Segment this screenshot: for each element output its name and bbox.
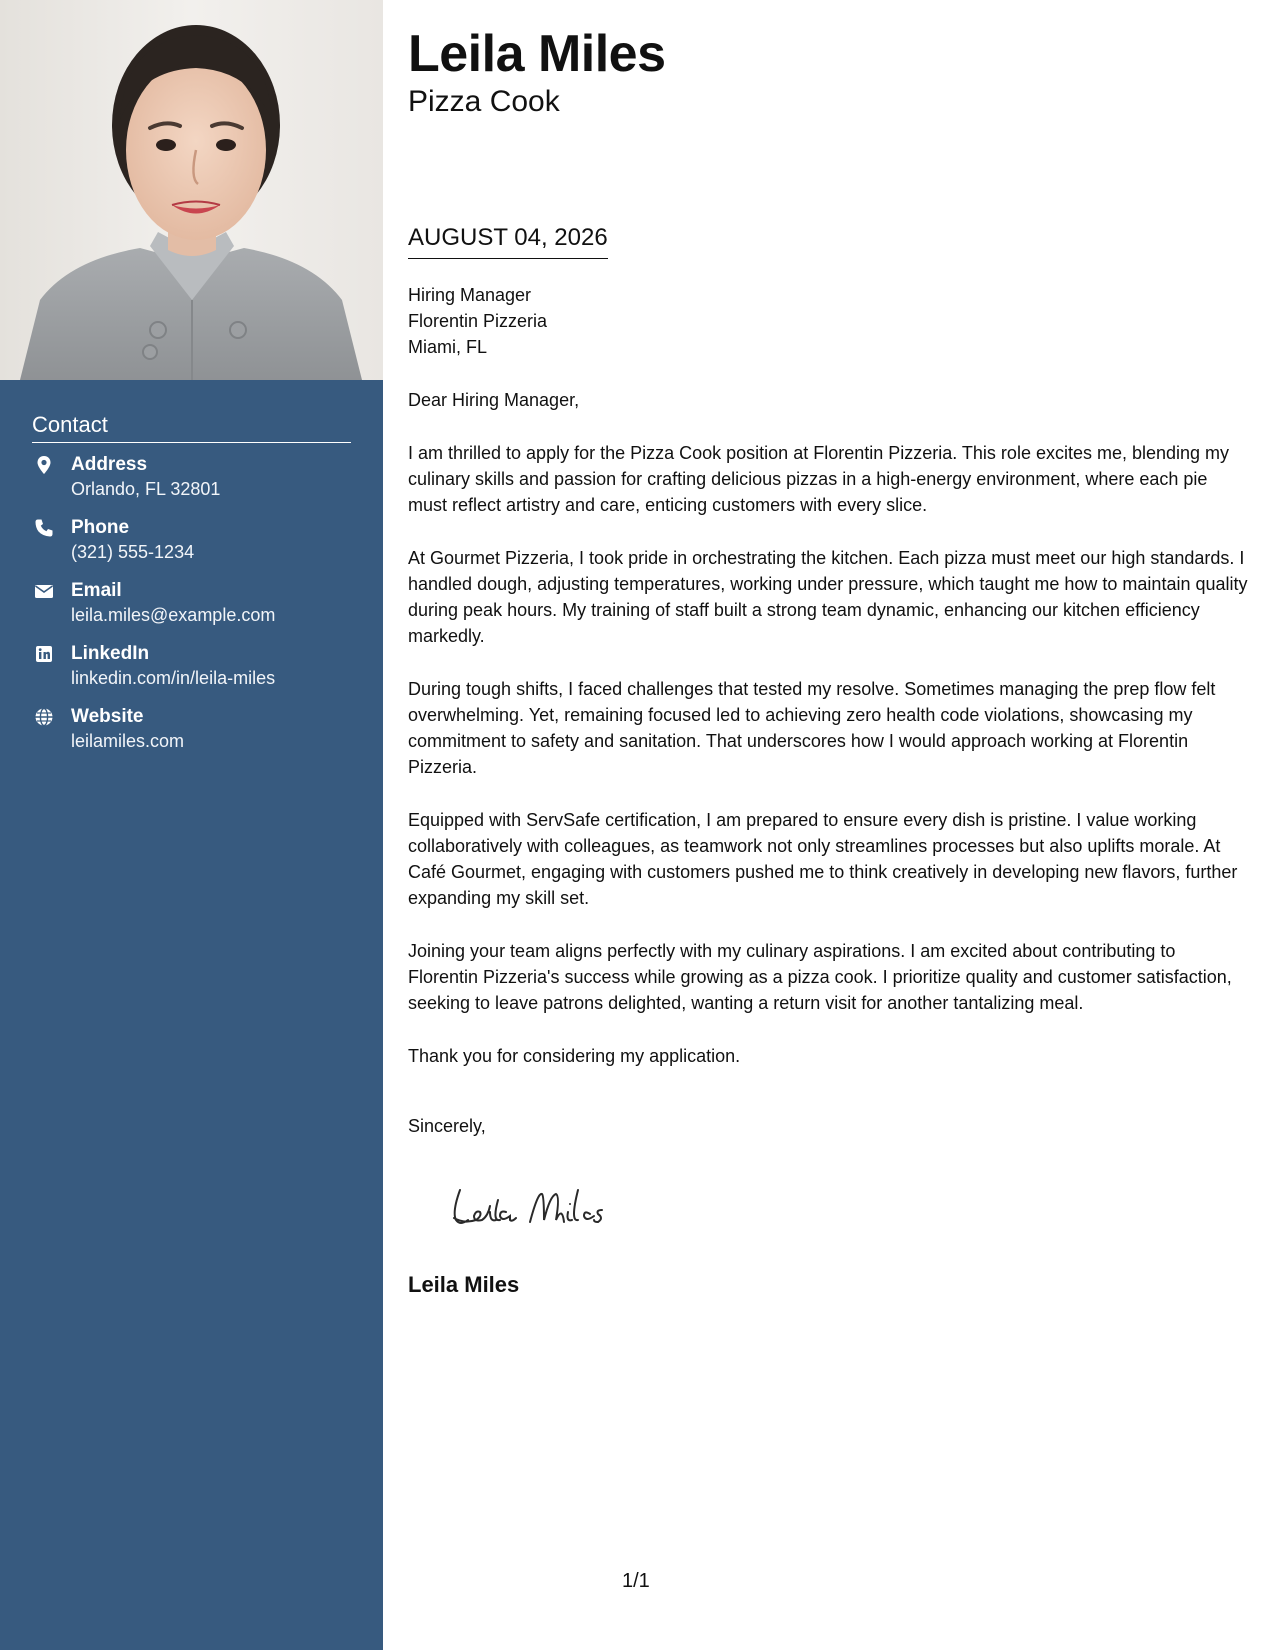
contact-label: Email	[71, 580, 122, 601]
contact-value: (321) 555-1234	[71, 542, 195, 562]
profile-photo	[0, 0, 383, 380]
globe-icon	[34, 707, 54, 727]
contact-value[interactable]: leila.miles@example.com	[71, 605, 276, 625]
recipient-block	[408, 282, 1248, 360]
contact-list	[32, 453, 351, 768]
paragraph: At Gourmet Pizzeria, I took pride in orchestrating the kitchen. Each pizza must meet our high standards. I handled dough, adjusting temperatures, working under pressure, which taught me how to maintain quality during peak hours. My training of staff built a strong team dynamic, enhancing our kitchen efficiency markedly.	[408, 548, 1248, 646]
contact-label: Phone	[71, 517, 130, 538]
letter-body	[408, 282, 1248, 1139]
contact-label: Website	[71, 706, 144, 727]
envelope-icon	[34, 581, 54, 601]
paragraph: Equipped with ServSafe certification, I am prepared to ensure every dish is pristine. I value working collaboratively with colleagues, as teamwork not only streamlines processes but also uplifts morale. At Café Gourmet, engaging with customers pushed me to think creatively in developing new flavors, further expanding my skill set.	[408, 810, 1238, 908]
contact-item-website	[32, 705, 351, 768]
paragraph: During tough shifts, I faced challenges that tested my resolve. Sometimes managing the prep flow felt overwhelming. Yet, remaining focused led to achieving zero health code violations, showcasing my commitment to safety and sanitation. That underscores how I would approach working at Florentin Pizzeria.	[408, 679, 1216, 777]
contact-label: Address	[71, 454, 148, 475]
signer-name: Leila Miles	[408, 1272, 520, 1297]
recipient-line: Miami, FL	[408, 337, 488, 357]
contact-value: Orlando, FL 32801	[71, 479, 221, 499]
contact-value[interactable]: leilamiles.com	[71, 731, 185, 751]
phone-icon	[34, 518, 54, 538]
paragraph: Joining your team aligns perfectly with my culinary aspirations. I am excited about contributing to Florentin Pizzeria's success while growing as a pizza cook. I prioritize quality and customer satisfaction, seeking to leave patrons delighted, wanting a return visit for another tantalizing meal.	[408, 941, 1232, 1013]
contact-value[interactable]: linkedin.com/in/leila-miles	[71, 668, 276, 688]
paragraph: I am thrilled to apply for the Pizza Cook position at Florentin Pizzeria. This role excites me, blending my culinary skills and passion for crafting delicious pizzas in a high-energy environment, where each pie must reflect artistry and care, enticing customers with every slice.	[408, 443, 1230, 515]
contact-item-linkedin	[32, 642, 351, 705]
sidebar	[0, 0, 383, 1650]
page-indicator: 1/1	[622, 1570, 650, 1592]
contact-item-email	[32, 579, 351, 642]
contact-heading: Contact	[32, 412, 351, 443]
contact-item-address	[32, 453, 351, 516]
recipient-line: Florentin Pizzeria	[408, 311, 548, 331]
signoff: Sincerely,	[408, 1116, 486, 1136]
linkedin-icon	[34, 644, 54, 664]
signature	[446, 1182, 646, 1232]
recipient-line: Hiring Manager	[408, 285, 532, 305]
closing-line: Thank you for considering my application.	[408, 1046, 741, 1066]
job-title: Pizza Cook	[408, 85, 560, 118]
applicant-name: Leila Miles	[408, 25, 666, 83]
letter-date: AUGUST 04, 2026	[408, 223, 608, 259]
contact-item-phone	[32, 516, 351, 579]
location-pin-icon	[34, 455, 54, 475]
contact-label: LinkedIn	[71, 643, 150, 664]
salutation: Dear Hiring Manager,	[408, 390, 580, 410]
contact-section	[32, 412, 351, 768]
